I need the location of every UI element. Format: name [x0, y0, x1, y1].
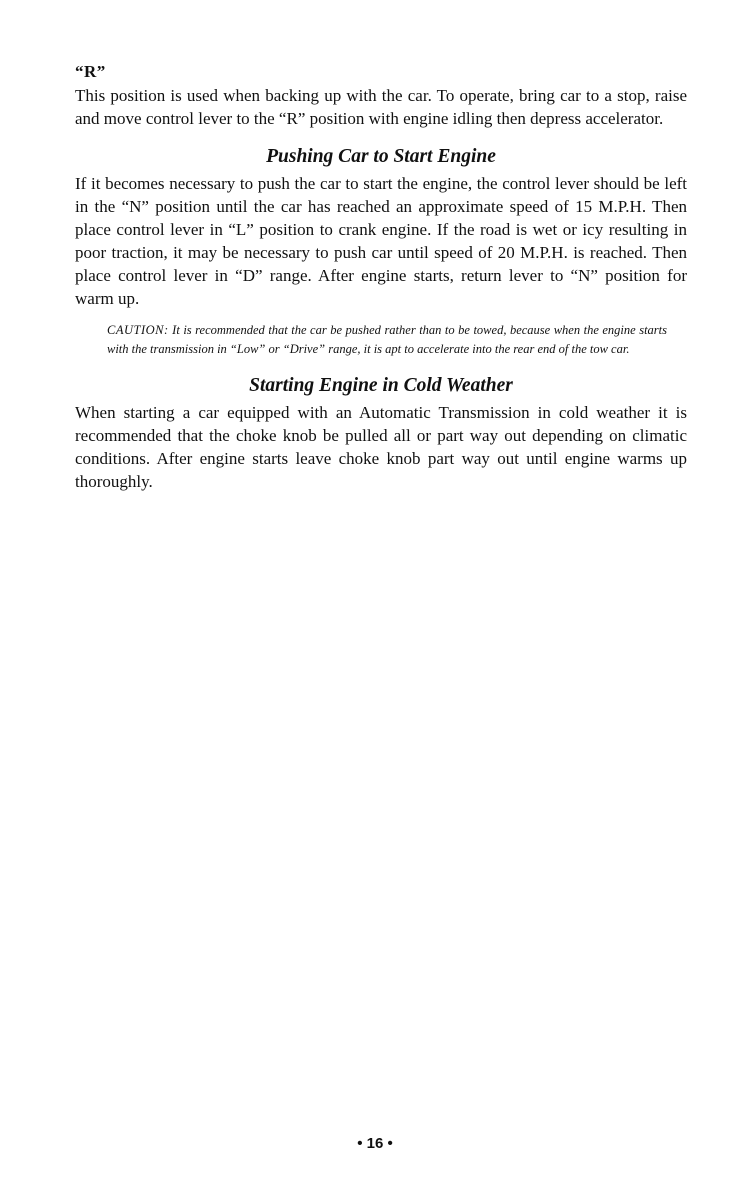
pushing-car-paragraph: If it becomes necessary to push the car to start the engine, the control lever should be left in the “N” position until the car has reached an approximate speed of 15 M.P.H. Then place control lever in “L” position to crank engine. If the road is wet or icy resulting in poor traction, it may be necessary to push car until speed of 20 M.P.H. is reached. Then place control lever in “D” range. After engine starts, return lever to “N” position for warm up. — [75, 174, 687, 308]
r-position-heading: “R” — [75, 62, 106, 81]
cold-weather-title: Starting Engine in Cold Weather — [249, 375, 513, 396]
caution-text: It is recommended that the car be pushed rather than to be towed, because when the engine starts with the transmission in “Low” or “Drive” range, it is apt to accelerate into the rear end of the tow car. — [107, 323, 668, 356]
cold-weather-paragraph: When starting a car equipped with an Automatic Transmission in cold weather it is recommended that the choke knob be pulled all or part way out depending on climatic conditions. After engine starts leave choke knob part way out until engine warms up thoroughly. — [75, 403, 687, 491]
manual-page — [75, 62, 687, 493]
page-number: • 16 • — [357, 1135, 393, 1152]
caution-label: CAUTION: — [107, 323, 169, 337]
r-position-paragraph: This position is used when backing up with the car. To operate, bring car to a stop, raise and move control lever to the “R” position with engine idling then depress accelerator. — [75, 86, 687, 128]
caution-note — [107, 321, 667, 359]
pushing-car-title: Pushing Car to Start Engine — [266, 146, 496, 167]
